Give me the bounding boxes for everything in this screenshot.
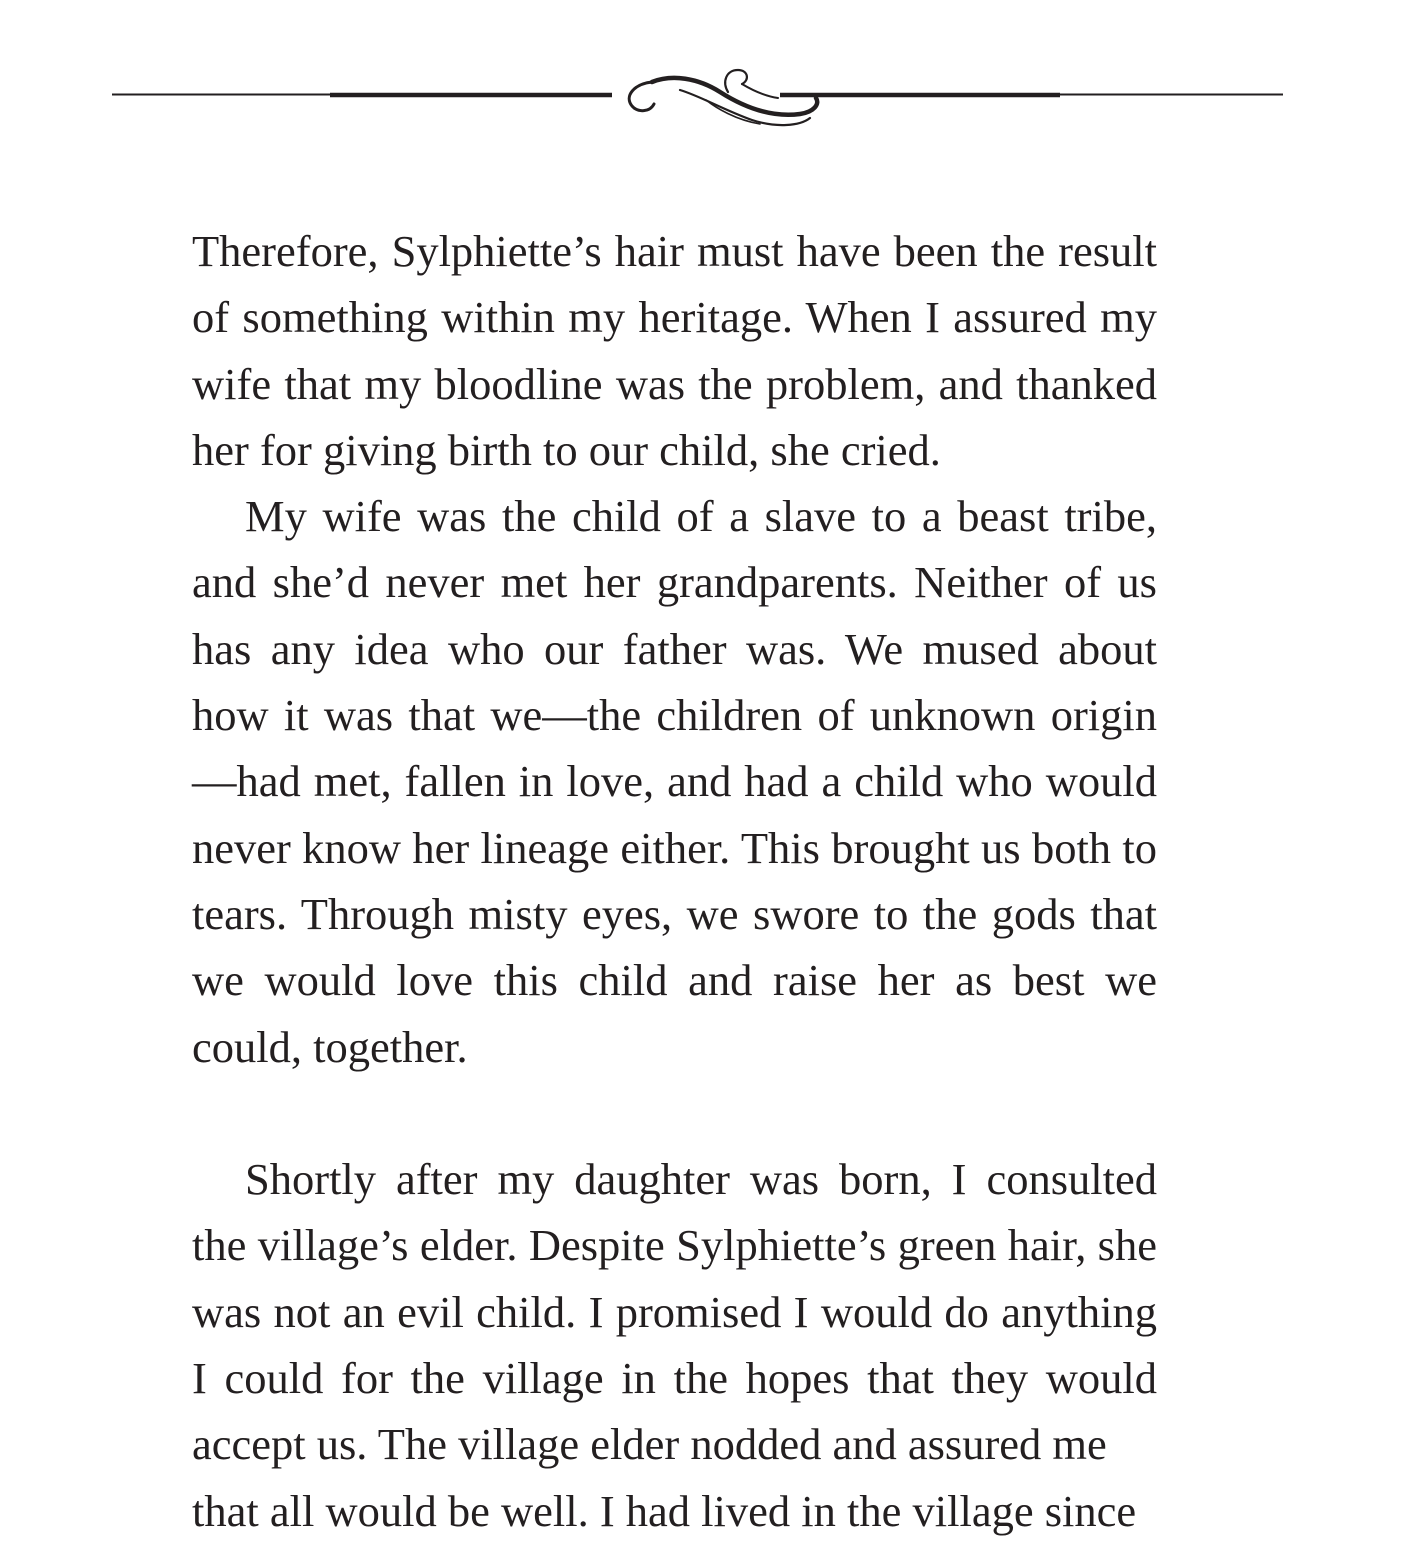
flourish-divider-icon: [0, 0, 1404, 160]
partial-line: that all would be well. I had lived in the village since: [192, 1485, 1137, 1536]
paragraph-2: My wife was the child of a slave to a beast tribe, and she’d never met her grandparents. Neither of us has any idea who our father was. We mused about how it was that we—the children of unknown origin—had met, fallen in love, and had a child who would never know her lineage either. This brought us both to tears. Through misty eyes, we swore to the gods that we would love this child and raise her as best we could, together.: [192, 491, 1157, 1072]
paragraph-1: Therefore, Sylphiette’s hair must have been the result of something within my heritage. When I assured my wife that my bloodline was the problem, and thanked her for giving birth to our child, she cried.: [192, 226, 1157, 475]
paragraph-3: Shortly after my daughter was born, I consulted the village’s elder. Despite Sylphiette’s green hair, she was not an evil child. I promised I would do anything I could for the village in the hopes that they would accept us. The village elder nodded and assured me: [192, 1154, 1157, 1470]
body-text: [192, 218, 1157, 1544]
section-break: [192, 1080, 1157, 1146]
